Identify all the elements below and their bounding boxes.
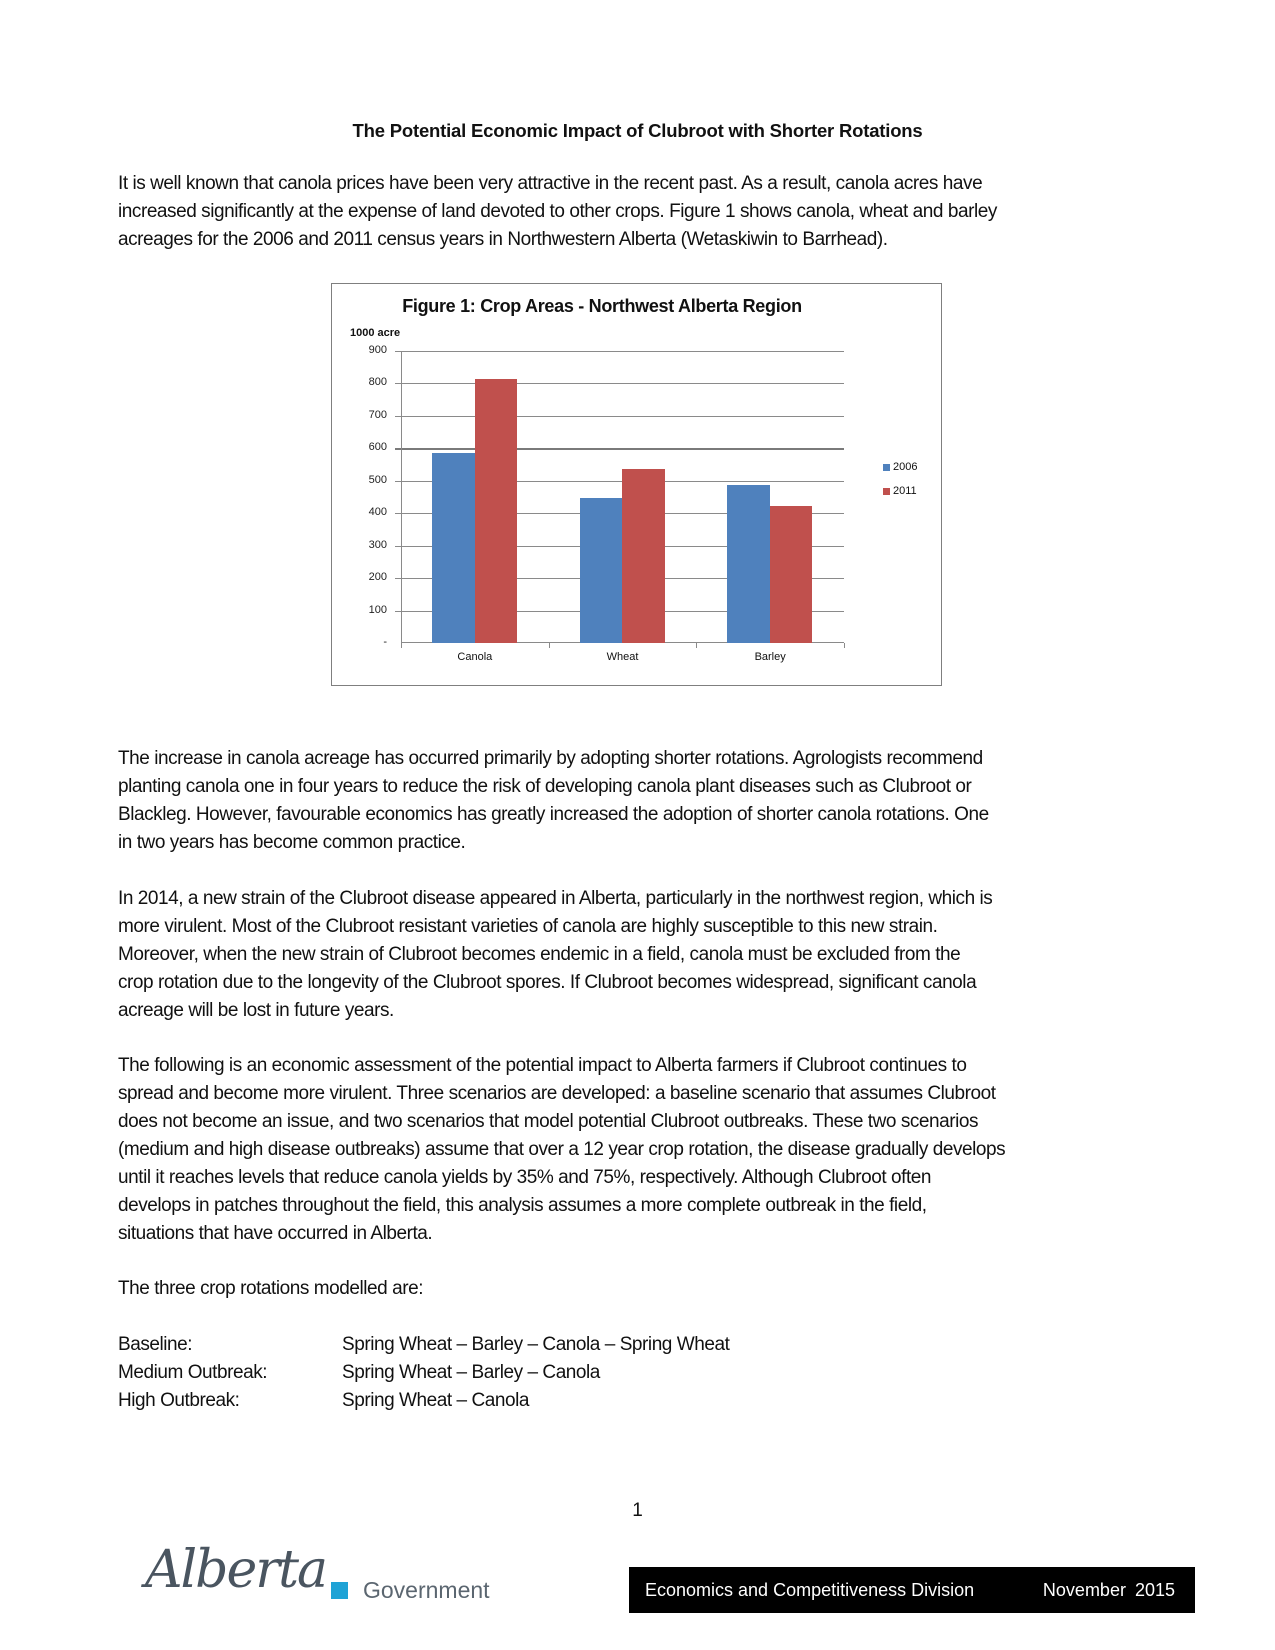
rotation-value: Spring Wheat – Barley – Canola – Spring Wheat [342, 1334, 730, 1355]
clubroot-strain-paragraph [118, 885, 1178, 1025]
legend-item [883, 479, 917, 503]
y-tick-label: 600 [368, 441, 387, 454]
text-line: acreage will be lost in future years. [118, 1000, 394, 1021]
legend-item [883, 455, 917, 479]
text-line: increased significantly at the expense of land devoted to other crops. Figure 1 shows canola, wheat and barley [118, 201, 997, 222]
text-line: (medium and high disease outbreaks) assume that over a 12 year crop rotation, the disease gradually develops [118, 1139, 1006, 1160]
legend-swatch-icon [883, 488, 890, 495]
text-line: spread and become more virulent. Three scenarios are developed: a baseline scenario that assumes Clubroot [118, 1083, 996, 1104]
text-line: develops in patches throughout the field, this analysis assumes a more complete outbreak in the field, [118, 1195, 927, 1216]
publication-date: November 2015 [1042, 1579, 1175, 1600]
rotation-value: Spring Wheat – Canola [342, 1390, 529, 1411]
document-title: The Potential Economic Impact of Clubroot with Shorter Rotations [352, 120, 923, 141]
y-axis-unit-label: 1000 acre [350, 327, 401, 339]
rotation-high-outbreak [118, 1387, 729, 1415]
text-line: acreages for the 2006 and 2011 census years in Northwestern Alberta (Wetaskiwin to Barrhead). [118, 229, 888, 250]
rotation-label: High Outbreak: [118, 1390, 240, 1411]
rotation-value: Spring Wheat – Barley – Canola [342, 1362, 600, 1383]
plot-area [368, 344, 844, 663]
x-tick-mark [696, 643, 697, 648]
x-tick-mark [401, 643, 402, 648]
government-wordmark: Government [363, 1577, 490, 1603]
chart-title: Figure 1: Crop Areas - Northwest Alberta Region [402, 296, 802, 316]
rotations-list [118, 1331, 729, 1415]
rotation-label: Baseline: [118, 1334, 193, 1355]
assessment-paragraph [118, 1052, 1178, 1248]
rotation-label: Medium Outbreak: [118, 1362, 268, 1383]
y-tick-label: 900 [368, 344, 387, 356]
text-line: crop rotation due to the longevity of the Clubroot spores. If Clubroot becomes widespread, significant canola [118, 972, 977, 993]
legend-label: 2006 [893, 461, 918, 473]
x-category-label: Wheat [606, 651, 639, 663]
y-tick-label: 200 [368, 571, 387, 584]
text-line: more virulent. Most of the Clubroot resistant varieties of canola are highly susceptible to this new strain. [118, 916, 938, 937]
legend-label: 2011 [893, 485, 917, 497]
gridline [395, 448, 844, 450]
text-line: Blackleg. However, favourable economics has greatly increased the adoption of shorter canola rotations. One [118, 804, 989, 825]
gridline [395, 351, 844, 352]
text-line: until it reaches levels that reduce canola yields by 35% and 75%, respectively. Although Clubroot often [118, 1167, 932, 1188]
rotation-medium-outbreak [118, 1359, 729, 1387]
alberta-wordmark: Alberta [145, 1540, 326, 1600]
text-line: The three crop rotations modelled are: [118, 1278, 424, 1299]
text-line: The following is an economic assessment of the potential impact to Alberta farmers if Clubroot continues to [118, 1055, 967, 1076]
bar-barley-2006 [727, 485, 770, 643]
text-line: In 2014, a new strain of the Clubroot disease appeared in Alberta, particularly in the northwest region, which is [118, 888, 993, 909]
figure-1-chart [331, 283, 942, 686]
y-tick-label: - [383, 636, 387, 648]
bar-canola-2006 [432, 453, 475, 643]
x-category-label: Canola [457, 651, 493, 663]
footer-bar [629, 1567, 1195, 1613]
y-tick-label: 400 [368, 506, 387, 519]
gridline [395, 383, 844, 384]
text-line: in two years has become common practice. [118, 832, 466, 853]
y-tick-label: 700 [368, 408, 387, 421]
x-tick-mark [549, 643, 550, 648]
y-tick-label: 100 [368, 603, 387, 616]
intro-paragraph [118, 170, 1178, 254]
text-line: It is well known that canola prices have been very attractive in the recent past. As a result, canola acres have [118, 173, 983, 194]
rotation-paragraph [118, 745, 1178, 857]
text-line: Moreover, when the new strain of Clubroot becomes endemic in a field, canola must be excluded from the [118, 944, 961, 965]
rotations-intro [118, 1275, 1178, 1303]
y-axis [401, 351, 402, 643]
chart-legend [883, 455, 917, 503]
x-tick-mark [844, 643, 845, 648]
bar-wheat-2011 [622, 469, 665, 643]
text-line: The increase in canola acreage has occurred primarily by adopting shorter rotations. Agrologists recommend [118, 748, 983, 769]
logo-square-icon [331, 1582, 348, 1599]
y-tick-label: 500 [368, 473, 387, 486]
y-tick-label: 800 [368, 376, 387, 389]
bar-barley-2011 [770, 506, 813, 643]
legend-swatch-icon [883, 464, 890, 471]
text-line: situations that have occurred in Alberta. [118, 1223, 433, 1244]
y-tick-label: 300 [368, 538, 387, 551]
text-line: does not become an issue, and two scenarios that model potential Clubroot outbreaks. These two scenarios [118, 1111, 979, 1132]
bar-wheat-2006 [580, 498, 623, 643]
gridline [395, 416, 844, 417]
page-number: 1 [632, 1500, 643, 1521]
alberta-government-logo [145, 1540, 505, 1620]
division-name: Economics and Competitiveness Division [645, 1579, 975, 1600]
rotation-baseline [118, 1331, 729, 1359]
x-category-label: Barley [754, 651, 786, 663]
text-line: planting canola one in four years to reduce the risk of developing canola plant diseases such as Clubroot or [118, 776, 972, 797]
bar-canola-2011 [475, 379, 518, 643]
